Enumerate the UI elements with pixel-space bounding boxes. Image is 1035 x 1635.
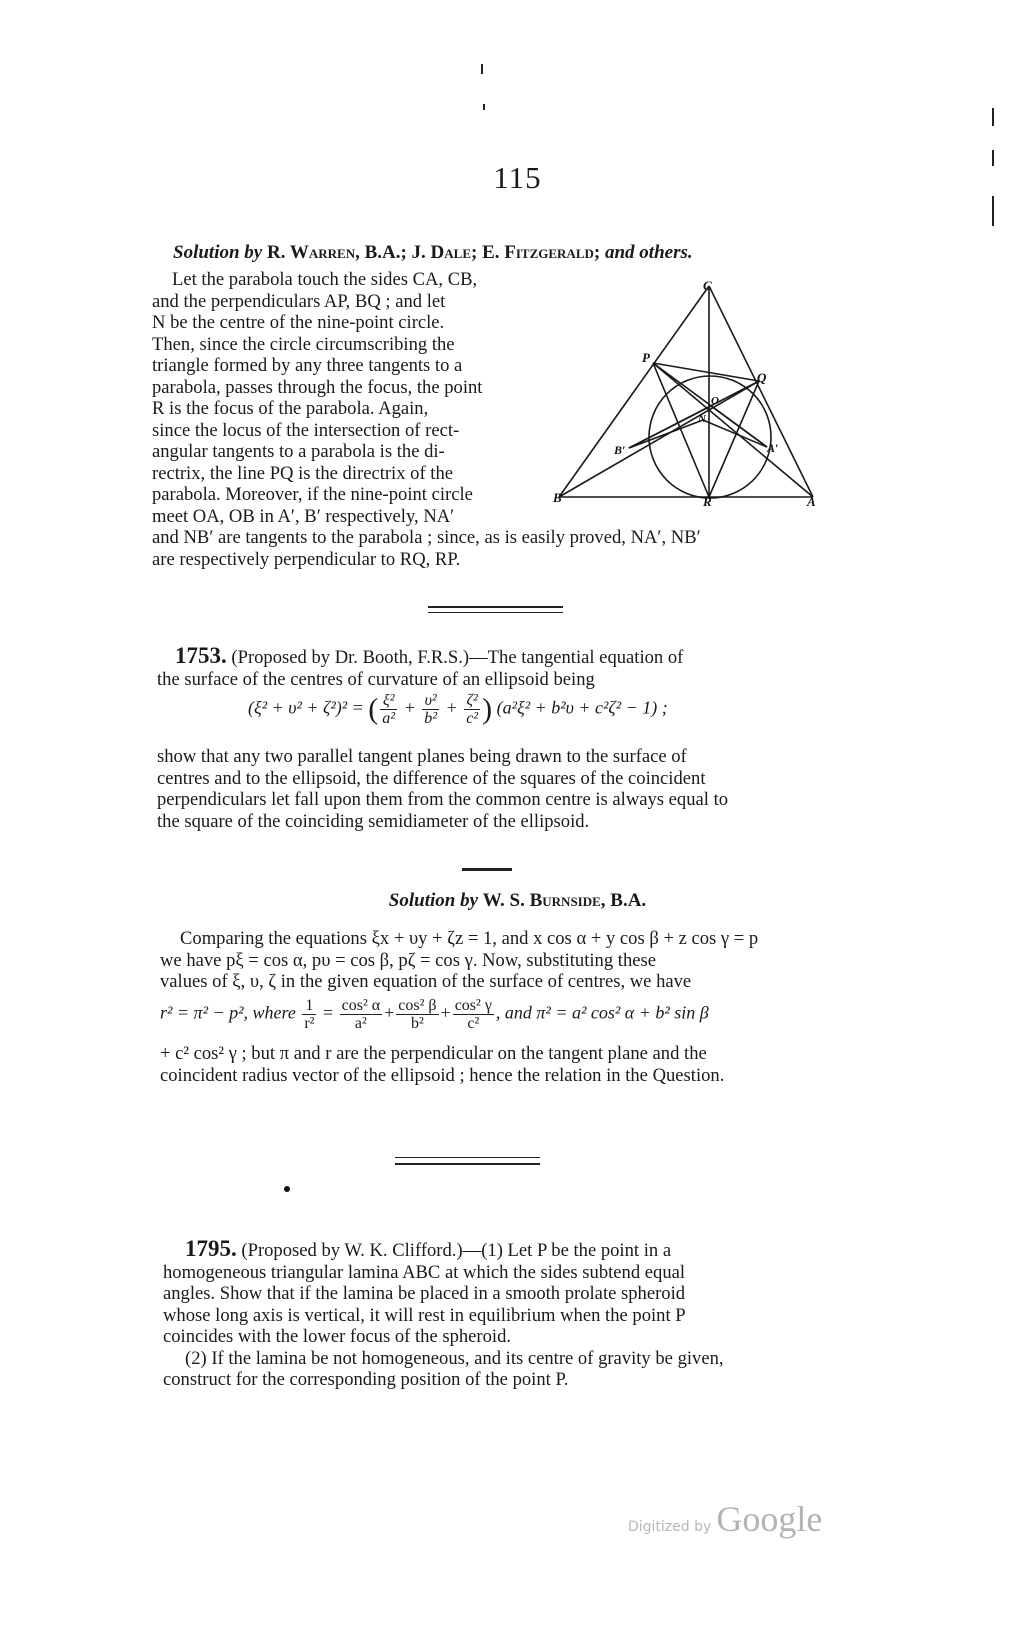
question-number: 1753. [175,643,227,668]
solution-2-tail [160,1043,830,1086]
text-line: rectrix, the line PQ is the directrix of the [152,462,454,484]
frac-den: b² [424,710,438,727]
digitized-watermark [628,1498,822,1540]
section-divider [428,612,563,613]
question-intro: (Proposed by W. K. Clifford.)—(1) Let P be the point in a [241,1240,672,1261]
frac-den: a² [382,710,396,727]
frac-den: c² [467,1015,480,1032]
section-divider [428,606,563,608]
question-line: the surface of the centres of curvature of an ellipsoid being [157,668,595,690]
question-line: perpendiculars let fall upon them from the common centre is always equal to [157,789,729,810]
question-line: the square of the coinciding semidiameter of the ellipsoid. [157,810,590,832]
scan-edge-mark [992,196,994,226]
solution-heading [0,890,1035,912]
line-nb1 [629,420,703,448]
section-divider [395,1157,540,1158]
label-b: B [553,490,562,505]
solution-heading [173,242,853,264]
frac-den: c² [466,710,479,727]
solution-2-body [160,928,830,993]
frac-den: a² [354,1015,367,1032]
label-o: O [711,395,719,407]
equation-line: r² = π² − p², where $\frac{1}{\text{r²}}$ = $\frac{\text{cos² α}}{\text{a²}}$ + $\frac{\text{cos² β}}{\text{b²}}$ + $\frac{\text{cos² γ}}{\text{c²}}$ , and π² = a² cos² α + b² sin β [160,997,709,1032]
and-others: and others. [604,242,693,263]
question-line: construct for the corresponding position of the point P. [163,1369,569,1390]
question-1753-body [157,746,827,832]
label-r: R [703,494,712,509]
question-line: angles. Show that if the lamina be placed in a smooth prolate spheroid [163,1283,686,1304]
label-q: Q [757,370,767,385]
frac-num: cos² γ [454,997,492,1014]
text-line: Comparing the equations ξx + υy + ζz = 1, and x cos α + y cos β + z cos γ = p [180,928,759,949]
solution-body-tail [152,527,832,570]
eq-left: (ξ² + υ² + ζ²)² = [248,697,364,718]
line-pq [653,363,759,381]
label-a-prime: A′ [767,441,779,455]
text-line: + c² cos² γ ; but π and r are the perpendicular on the tangent plane and the [160,1043,707,1064]
question-line: coincides with the lower focus of the spheroid. [163,1326,512,1347]
label-p: P [642,350,650,365]
question-line: centres and to the ellipsoid, the difference of the squares of the coincident [157,767,706,789]
question-line: homogeneous triangular lamina ABC at which the sides subtend equal [163,1261,686,1283]
scan-mark [483,104,485,110]
question-intro: (Proposed by Dr. Booth, F.R.S.)—The tangential equation of [231,647,684,668]
frac-num: ξ² [380,692,397,710]
frac-den: r² [304,1015,315,1032]
question-number: 1795. [185,1236,237,1261]
watermark-prefix: Digitized by [628,1519,712,1535]
question-1795 [163,1238,831,1391]
frac-num: ζ² [464,692,480,710]
frac-num: υ² [422,692,439,710]
text-line: R is the focus of the parabola. Again, [152,398,429,419]
solution-by: Solution by [388,890,479,911]
stray-dot [284,1186,290,1192]
label-n: N [698,413,706,425]
frac-den: b² [411,1015,424,1032]
text-line: we have pξ = cos α, pυ = cos β, pζ = cos γ. Now, substituting these [160,949,657,971]
label-b-prime: B′ [614,443,626,457]
solvers: R. Warren, B.A.; J. Dale; E. Fitzgerald; [266,242,601,263]
text-line: are respectively perpendicular to RQ, RP. [152,548,461,570]
section-divider [395,1163,540,1165]
question-line [157,645,827,669]
text-line: Then, since the circle circumscribing the [152,333,455,355]
label-a: A [807,494,816,509]
question-line: show that any two parallel tangent planes being drawn to the surface of [157,746,687,767]
side-ca [709,286,813,497]
solvers: W. S. Burnside, B.A. [482,890,647,911]
short-divider [462,868,512,871]
eq-part: r² = π² − p², where [160,1002,296,1023]
text-line: N be the centre of the nine-point circle. [152,312,445,333]
equation-1753: (ξ² + υ² + ζ²)² = ( $\frac{\text{ξ²}}{\text{a²}}$ + $\frac{\text{υ²}}{\text{b²}}$ + $\frac{\text{ζ²}}{\text{c²}}$ ) (a²ξ² + b²υ + c²ζ² − 1) ; [248,692,668,727]
eq-right: (a²ξ² + b²υ + c²ζ² − 1) ; [496,697,668,718]
text-line: since the locus of the intersection of rect- [152,419,460,441]
label-c: C [703,278,712,293]
solution-by: Solution by [173,242,263,263]
scan-mark [481,64,483,74]
text-line: and NB′ are tangents to the parabola ; since, as is easily proved, NA′, NB′ [152,527,701,548]
scan-edge-mark [992,108,994,126]
frac-num: cos² β [398,997,437,1014]
text-line: values of ξ, υ, ζ in the given equation of the surface of centres, we have [160,971,692,992]
text-line: coincident radius vector of the ellipsoid ; hence the relation in the Question. [160,1064,725,1086]
page-number: 115 [493,160,542,195]
text-line: triangle formed by any three tangents to a [152,355,463,376]
text-line: meet OA, OB in A′, B′ respectively, NA′ [152,505,455,527]
question-1753 [157,645,827,690]
eq-part: , and π² = a² cos² α + b² sin β [495,1002,709,1023]
solution-body [152,269,540,527]
text-line: Let the parabola touch the sides CA, CB, [172,269,478,290]
text-line: parabola, passes through the focus, the point [152,376,483,398]
line-bq [559,381,759,497]
google-logo: Google [716,1499,823,1539]
question-line: whose long axis is vertical, it will rest in equilibrium when the point P [163,1304,686,1326]
text-line: and the perpendiculars AP, BQ ; and let [152,290,446,312]
frac-num: 1 [302,997,316,1015]
frac-num: cos² α [341,997,381,1014]
text-line: angular tangents to a parabola is the di- [152,441,445,462]
question-line: (2) If the lamina be not homogeneous, and its centre of gravity be given, [185,1347,724,1369]
triangle-figure [545,270,835,515]
question-line [163,1238,831,1262]
text-line: parabola. Moreover, if the nine-point circle [152,484,473,505]
